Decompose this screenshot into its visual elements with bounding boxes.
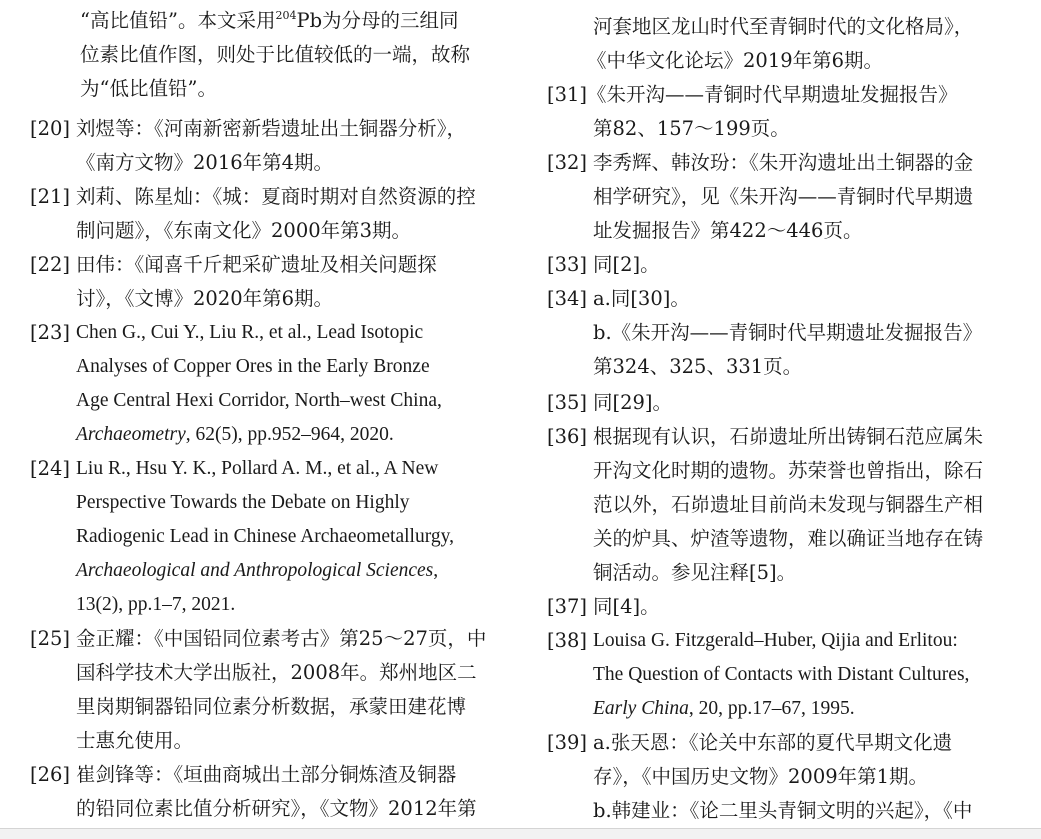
ref-text: 《朱开沟——青铜时代早期遗址发掘报告》 bbox=[587, 83, 958, 106]
ref-number: [25] bbox=[30, 627, 71, 650]
journal-title: Early China bbox=[593, 698, 689, 719]
ref-text: Early China, 20, pp.17–67, 1995. bbox=[593, 698, 855, 719]
ref-text: Archaeometry, 62(5), pp.952–964, 2020. bbox=[76, 424, 394, 445]
ref-number: [38] bbox=[547, 629, 588, 652]
intro-line-3: 为“低比值铅”。 bbox=[80, 77, 217, 100]
ref-number: [20] bbox=[30, 117, 71, 140]
ref-text: a.同[30]。 bbox=[593, 287, 690, 310]
ref-text: b.韩建业：《论二里头青铜文明的兴起》，《中 bbox=[593, 799, 973, 822]
ref-text: Radiogenic Lead in Chinese Archaeometallurgy, bbox=[76, 526, 454, 547]
ref-number: [26] bbox=[30, 763, 71, 786]
ref-number: [36] bbox=[547, 425, 588, 448]
ref-text: 第324、325、331页。 bbox=[593, 355, 803, 378]
ref-text: 刘莉、陈星灿：《城：夏商时期对自然资源的控 bbox=[76, 185, 476, 208]
ref-text: 田伟：《闻喜千斤耙采矿遗址及相关问题探 bbox=[76, 253, 437, 276]
ref-number: [37] bbox=[547, 595, 588, 618]
intro-line-2: 位素比值作图，则处于比值较低的一端，故称 bbox=[80, 43, 471, 66]
ref-text: 同[4]。 bbox=[593, 595, 660, 618]
ref-text: 存》，《中国历史文物》2009年第1期。 bbox=[593, 765, 929, 788]
ref-text: 同[2]。 bbox=[593, 253, 660, 276]
page-bottom-edge bbox=[0, 828, 1041, 839]
ref-text: a.张天恩：《论关中东部的夏代早期文化遗 bbox=[593, 731, 953, 754]
ref-text: 相学研究》，见《朱开沟——青铜时代早期遗 bbox=[593, 185, 974, 208]
ref-text: 的铅同位素比值分析研究》，《文物》2012年第 bbox=[76, 797, 477, 820]
ref-text: 铜活动。参见注释[5]。 bbox=[593, 561, 797, 584]
ref-text: 讨》，《文博》2020年第6期。 bbox=[76, 287, 334, 310]
ref-number: [21] bbox=[30, 185, 71, 208]
ref-number: [31] bbox=[547, 83, 588, 106]
ref-number: [23] bbox=[30, 321, 71, 344]
ref-number: [34] bbox=[547, 287, 588, 310]
ref-text: The Question of Contacts with Distant Cultures, bbox=[593, 664, 970, 685]
ref-text: 制问题》，《东南文化》2000年第3期。 bbox=[76, 219, 412, 242]
ref-text: 开沟文化时期的遗物。苏荣誉也曾指出，除石 bbox=[593, 459, 984, 482]
ref-text: 国科学技术大学出版社，2008年。郑州地区二 bbox=[76, 661, 477, 684]
ref-text: 根据现有认识，石峁遗址所出铸铜石范应属朱 bbox=[593, 425, 984, 448]
journal-title: Archaeological and Anthropological Sciences bbox=[76, 560, 434, 581]
ref-text: 里岗期铜器铅同位素分析数据，承蒙田建花博 bbox=[76, 695, 467, 718]
ref-text: b.《朱开沟——青铜时代早期遗址发掘报告》 bbox=[593, 321, 983, 344]
ref-text: 士惠允使用。 bbox=[76, 729, 194, 752]
ref-text: 《南方文物》2016年第4期。 bbox=[76, 151, 334, 174]
ref-text: 13(2), pp.1–7, 2021. bbox=[76, 594, 236, 615]
ref-text: 刘煜等：《河南新密新砦遗址出土铜器分析》， bbox=[76, 117, 467, 140]
intro-line-1: “高比值铅”。本文采用$^{204}$Pb为分母的三组同 bbox=[80, 9, 459, 32]
ref-text: Archaeological and Anthropological Sciences, bbox=[76, 560, 439, 581]
ref-text: Chen G., Cui Y., Liu R., et al., Lead Isotopic bbox=[76, 322, 424, 343]
ref-continuation: 《中华文化论坛》2019年第6期。 bbox=[587, 49, 884, 72]
ref-text: 址发掘报告》第422～446页。 bbox=[593, 219, 863, 242]
ref-text: 关的炉具、炉渣等遗物，难以确证当地存在铸 bbox=[593, 527, 984, 550]
ref-text: Liu R., Hsu Y. K., Pollard A. M., et al., A New bbox=[76, 458, 439, 479]
ref-text: Perspective Towards the Debate on Highly bbox=[76, 492, 410, 513]
ref-number: [35] bbox=[547, 391, 588, 414]
ref-number: [32] bbox=[547, 151, 588, 174]
ref-number: [24] bbox=[30, 457, 71, 480]
ref-continuation: 河套地区龙山时代至青铜时代的文化格局》， bbox=[593, 15, 974, 38]
ref-text: Louisa G. Fitzgerald–Huber, Qijia and Erlitou: bbox=[593, 630, 958, 651]
journal-title: Archaeometry bbox=[76, 424, 186, 445]
ref-number: [33] bbox=[547, 253, 588, 276]
ref-number: [39] bbox=[547, 731, 588, 754]
ref-text: 崔剑锋等：《垣曲商城出土部分铜炼渣及铜器 bbox=[76, 763, 457, 786]
ref-text: 同[29]。 bbox=[593, 391, 673, 414]
ref-number: [22] bbox=[30, 253, 71, 276]
ref-text: 第82、157～199页。 bbox=[593, 117, 790, 140]
ref-text: 金正耀：《中国铅同位素考古》第25～27页，中 bbox=[76, 627, 487, 650]
ref-text: 范以外，石峁遗址目前尚未发现与铜器生产相 bbox=[593, 493, 984, 516]
ref-text: Analyses of Copper Ores in the Early Bronze bbox=[76, 356, 430, 377]
ref-text: Age Central Hexi Corridor, North–west China, bbox=[76, 390, 442, 411]
ref-text: 李秀辉、韩汝玢：《朱开沟遗址出土铜器的金 bbox=[593, 151, 974, 174]
